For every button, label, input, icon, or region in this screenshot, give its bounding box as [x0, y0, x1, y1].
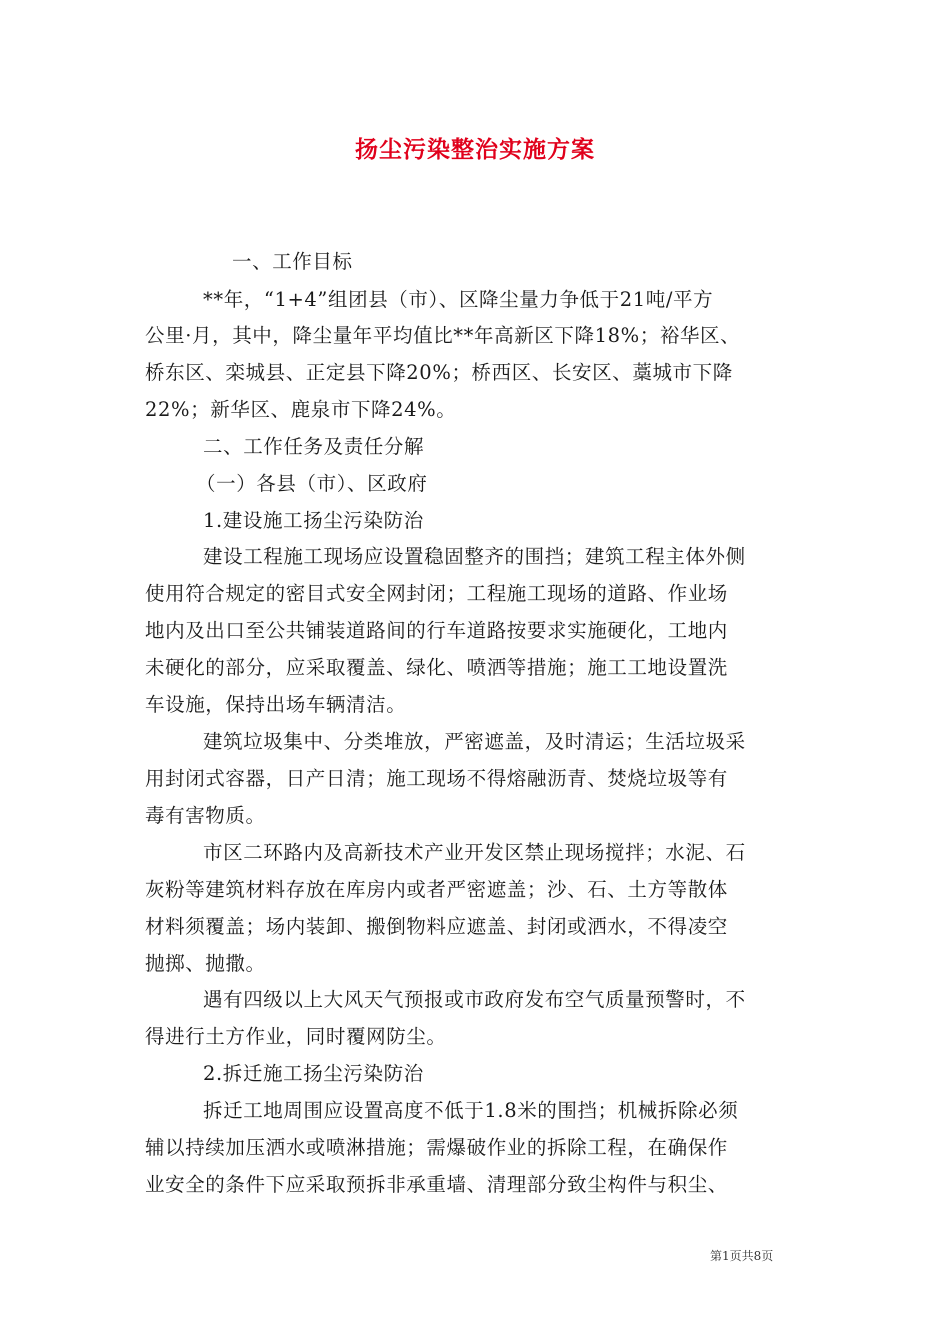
paragraph-line: 遇有四级以上大风天气预报或市政府发布空气质量预警时，不	[203, 988, 746, 1011]
paragraph-line: 车设施，保持出场车辆清洁。	[145, 693, 407, 716]
paragraph-line: 辅以持续加压洒水或喷淋措施；需爆破作业的拆除工程，在确保作	[145, 1136, 728, 1159]
paragraph-line: **年，“1+4”组团县（市）、区降尘量力争低于21吨/平方	[203, 288, 714, 311]
paragraph-line: 使用符合规定的密目式安全网封闭；工程施工现场的道路、作业场	[145, 582, 728, 605]
subsection-heading: （一）各县（市）、区政府	[196, 472, 428, 495]
page-number-footer: 第1页共8页	[710, 1249, 774, 1263]
paragraph-line: 用封闭式容器，日产日清；施工现场不得熔融沥青、焚烧垃圾等有	[145, 767, 728, 790]
paragraph-line: 材料须覆盖；场内装卸、搬倒物料应遮盖、封闭或洒水，不得凌空	[145, 915, 728, 938]
paragraph-line: 建设工程施工现场应设置稳固整齐的围挡；建筑工程主体外侧	[203, 545, 746, 568]
subsection-heading: 2.拆迁施工扬尘污染防治	[203, 1062, 424, 1085]
section-heading: 一、工作目标	[232, 250, 353, 273]
paragraph-line: 灰粉等建筑材料存放在库房内或者严密遮盖；沙、石、土方等散体	[145, 878, 728, 901]
paragraph-line: 市区二环路内及高新技术产业开发区禁止现场搅拌；水泥、石	[203, 841, 746, 864]
paragraph-line: 得进行土方作业，同时覆网防尘。	[145, 1025, 447, 1048]
section-heading: 二、工作任务及责任分解	[203, 435, 425, 458]
paragraph-line: 地内及出口至公共铺装道路间的行车道路按要求实施硬化，工地内	[145, 619, 728, 642]
paragraph-line: 未硬化的部分，应采取覆盖、绿化、喷洒等措施；施工工地设置洗	[145, 656, 728, 679]
paragraph-line: 公里·月，其中，降尘量年平均值比**年高新区下降18%；裕华区、	[145, 324, 741, 347]
paragraph-line: 业安全的条件下应采取预拆非承重墙、清理部分致尘构件与积尘、	[145, 1173, 728, 1196]
paragraph-line: 毒有害物质。	[145, 804, 266, 827]
page-title: 扬尘污染整治实施方案	[355, 136, 595, 163]
paragraph-line: 拆迁工地周围应设置高度不低于1.8米的围挡；机械拆除必须	[203, 1099, 739, 1122]
paragraph-line: 22%；新华区、鹿泉市下降24%。	[145, 398, 457, 421]
paragraph-line: 建筑垃圾集中、分类堆放，严密遮盖，及时清运；生活垃圾采	[203, 730, 746, 753]
paragraph-line: 抛掷、抛撒。	[145, 952, 266, 975]
paragraph-line: 桥东区、栾城县、正定县下降20%；桥西区、长安区、藁城市下降	[145, 361, 733, 384]
subsection-heading: 1.建设施工扬尘污染防治	[203, 509, 424, 532]
